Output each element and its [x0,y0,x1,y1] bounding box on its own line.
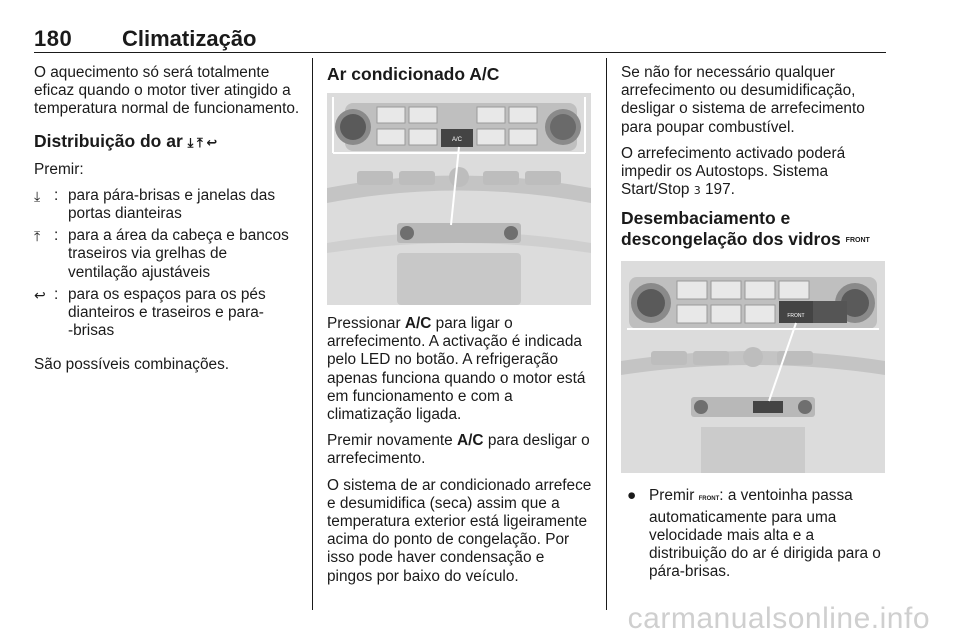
air-distribution-list [34,187,300,341]
separator: : [54,186,59,204]
text-run: para desligar o arrefecimento. [327,432,590,468]
bullet-mark: ● [627,487,637,505]
footwell-airflow-icon: ↩ [34,286,46,303]
page-number: 180 [34,26,73,51]
text-run: Pressionar [327,315,405,332]
column-divider [606,58,607,610]
list-item-text: para os espaços para os pés dianteiros e traseiros e para-‑brisas [68,285,266,340]
text-run: : a ventoinha passa automaticamente para uma velocidade mais alta e a distribuição do ar é dirigida para o pára-brisas. [649,487,881,581]
list-item [34,227,300,282]
separator: : [54,227,59,245]
column-divider [312,58,313,610]
autostop-paragraph [621,145,887,201]
head-airflow-icon: ⤒ [34,228,41,245]
text-run: O arrefecimento activado poderá impedir os Autostops. Sistema Start/Stop [621,144,846,199]
front-defrost-icon: FRONT [698,496,720,503]
front-defrost-icon: FRONT [845,237,870,245]
climate-panel-image-ac [327,93,591,305]
text-run: Premir novamente [327,432,458,450]
column-3 [621,64,887,581]
ac-paragraph-1 [327,315,593,424]
combinations-paragraph: São possíveis combinações. [34,356,230,374]
heading-text: Desembaciamento e descongelação dos vidros [621,208,841,250]
climate-panel-image-defrost [621,261,885,473]
front-defrost-button-label: FRONT [787,313,805,320]
ac-button-reference: A/C [404,315,432,332]
bullet-text [649,487,887,581]
ac-button-label: A/C [451,137,463,143]
air-distribution-icons: ⤓ ⤒ ↩ [187,134,218,150]
list-item [34,187,300,223]
section-heading-air-conditioning: Ar condicionado A/C [327,64,500,84]
defrost-bullet-item [621,487,887,581]
text-run: 197. [700,181,735,199]
chapter-title: Climatização [122,26,257,51]
list-item-text: para a área da cabeça e bancos traseiros via grelhas de ventilação ajustáveis [68,227,289,281]
heading-text: Distribuição do ar [34,130,183,151]
text-run: Premir [649,487,699,505]
press-label: Premir: [34,160,84,178]
ac-paragraph-2 [327,432,593,468]
ac-button-reference: A/C [457,432,484,450]
column-1 [34,64,300,383]
page-header [34,26,886,53]
separator: : [54,285,59,303]
watermark: carmanualsonline.info [627,602,930,635]
page-reference-arrow-icon: 3 [693,184,701,198]
cooling-paragraph: Se não for necessário qualquer arrefecimento ou desumidificação, desligar o sistema de arrefecimento para poupar combustível. [621,64,865,136]
column-2 [327,64,593,594]
intro-paragraph: O aquecimento só será totalmente eficaz quando o motor tiver atingido a temperatura normal de funcionamento. [34,64,300,118]
list-item [34,286,300,341]
ac-paragraph-3: O sistema de ar condicionado arrefece e desumidifica (seca) assim que a temperatura exterior está ligeiramente acima do ponto de congelação. Por isso pode haver condensação e pingos por baixo do veículo. [327,476,592,585]
section-heading-air-distribution [34,131,300,153]
section-heading-defrost [621,208,887,251]
list-item-text: para pára-brisas e janelas das portas dianteiras [68,186,276,223]
windscreen-airflow-icon: ⤓ [34,187,41,204]
text-run: para ligar o arrefecimento. A activação é indicada pelo LED no botão. A refrigeração apenas funciona quando o motor está em funcionamento e com a climatização ligada. [327,315,586,424]
